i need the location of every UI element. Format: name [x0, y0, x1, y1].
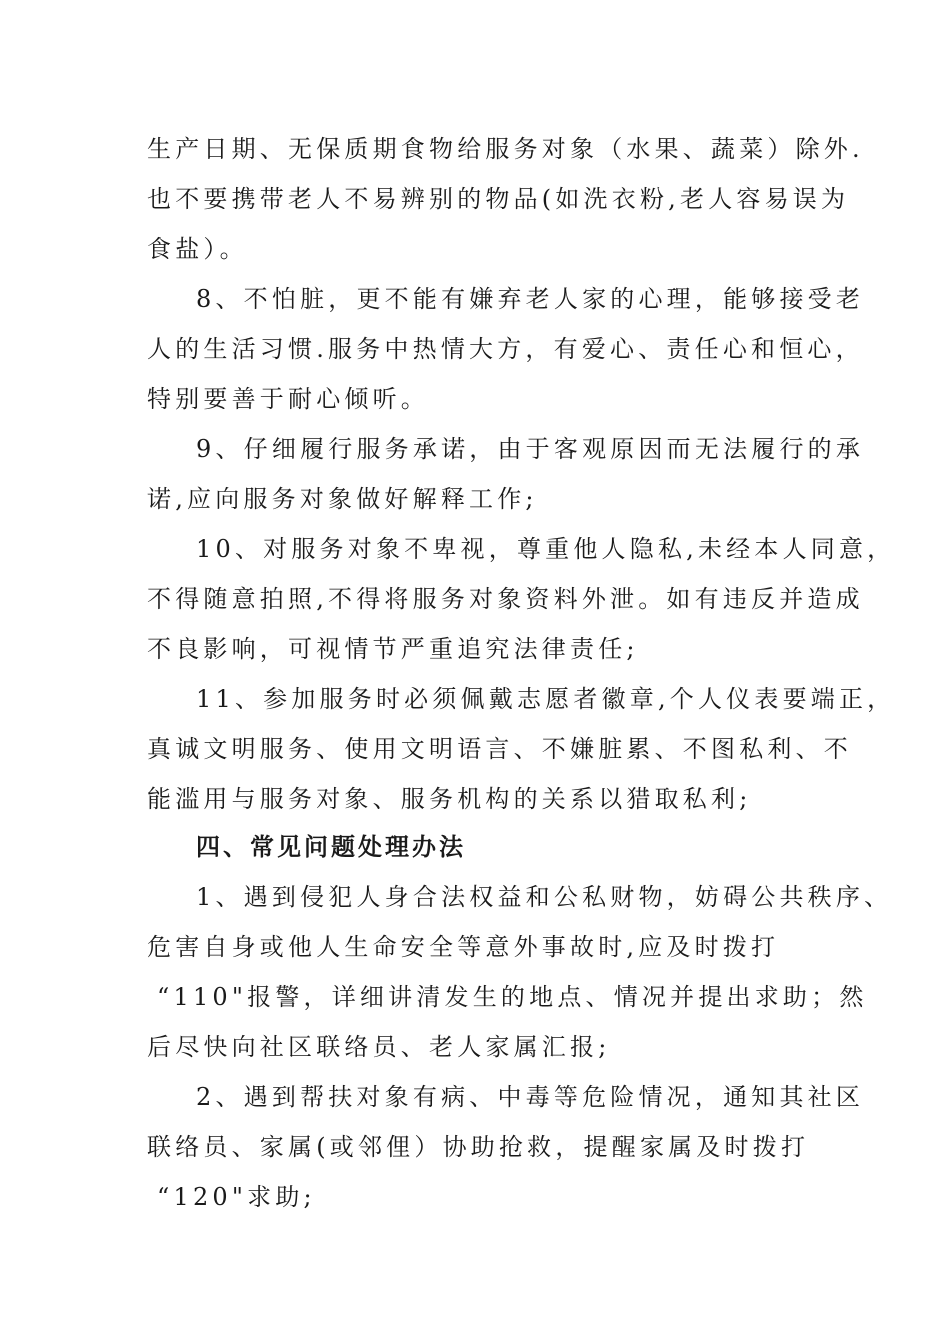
section-heading: 四、常见问题处理办法 — [196, 832, 466, 861]
body-line: 危害自身或他人生命安全等意外事故时,应及时拨打 — [147, 933, 780, 961]
body-line: 1、遇到侵犯人身合法权益和公私财物，妨碍公共秩序、 — [196, 883, 893, 911]
body-line: 真诚文明服务、使用文明语言、不嫌脏累、不图私利、不 — [147, 735, 852, 763]
body-line: 也不要携带老人不易辨别的物品(如洗衣粉,老人容易误为 — [147, 185, 850, 213]
body-line: 10、对服务对象不卑视，尊重他人隐私,未经本人同意， — [196, 535, 896, 563]
body-line: 不良影响，可视情节严重追究法律责任; — [147, 635, 639, 663]
body-line: “120"求助; — [157, 1183, 316, 1211]
body-line: “110"报警，详细讲清发生的地点、情况并提出求助；然 — [157, 983, 868, 1011]
body-line: 生产日期、无保质期食物给服务对象（水果、蔬菜）除外. — [147, 135, 864, 163]
body-line: 后尽快向社区联络员、老人家属汇报; — [147, 1033, 611, 1061]
body-line: 8、不怕脏，更不能有嫌弃老人家的心理，能够接受老 — [196, 285, 865, 313]
body-line: 9、仔细履行服务承诺，由于客观原因而无法履行的承 — [196, 435, 865, 463]
body-line: 11、参加服务时必须佩戴志愿者徽章,个人仪表要端正， — [196, 685, 896, 713]
body-line: 联络员、家属(或邻俚）协助抢救，提醒家属及时拨打 — [147, 1133, 810, 1161]
body-line: 不得随意拍照,不得将服务对象资料外泄。如有违反并造成 — [147, 585, 864, 613]
body-line: 人的生活习惯.服务中热情大方，有爱心、责任心和恒心， — [147, 335, 864, 363]
body-line: 特别要善于耐心倾听。 — [147, 385, 429, 413]
body-line: 能滥用与服务对象、服务机构的关系以猎取私利; — [147, 785, 752, 813]
body-line: 食盐）。 — [147, 235, 248, 263]
body-line: 诺,应向服务对象做好解释工作; — [147, 485, 538, 513]
body-line: 2、遇到帮扶对象有病、中毒等危险情况，通知其社区 — [196, 1083, 865, 1111]
